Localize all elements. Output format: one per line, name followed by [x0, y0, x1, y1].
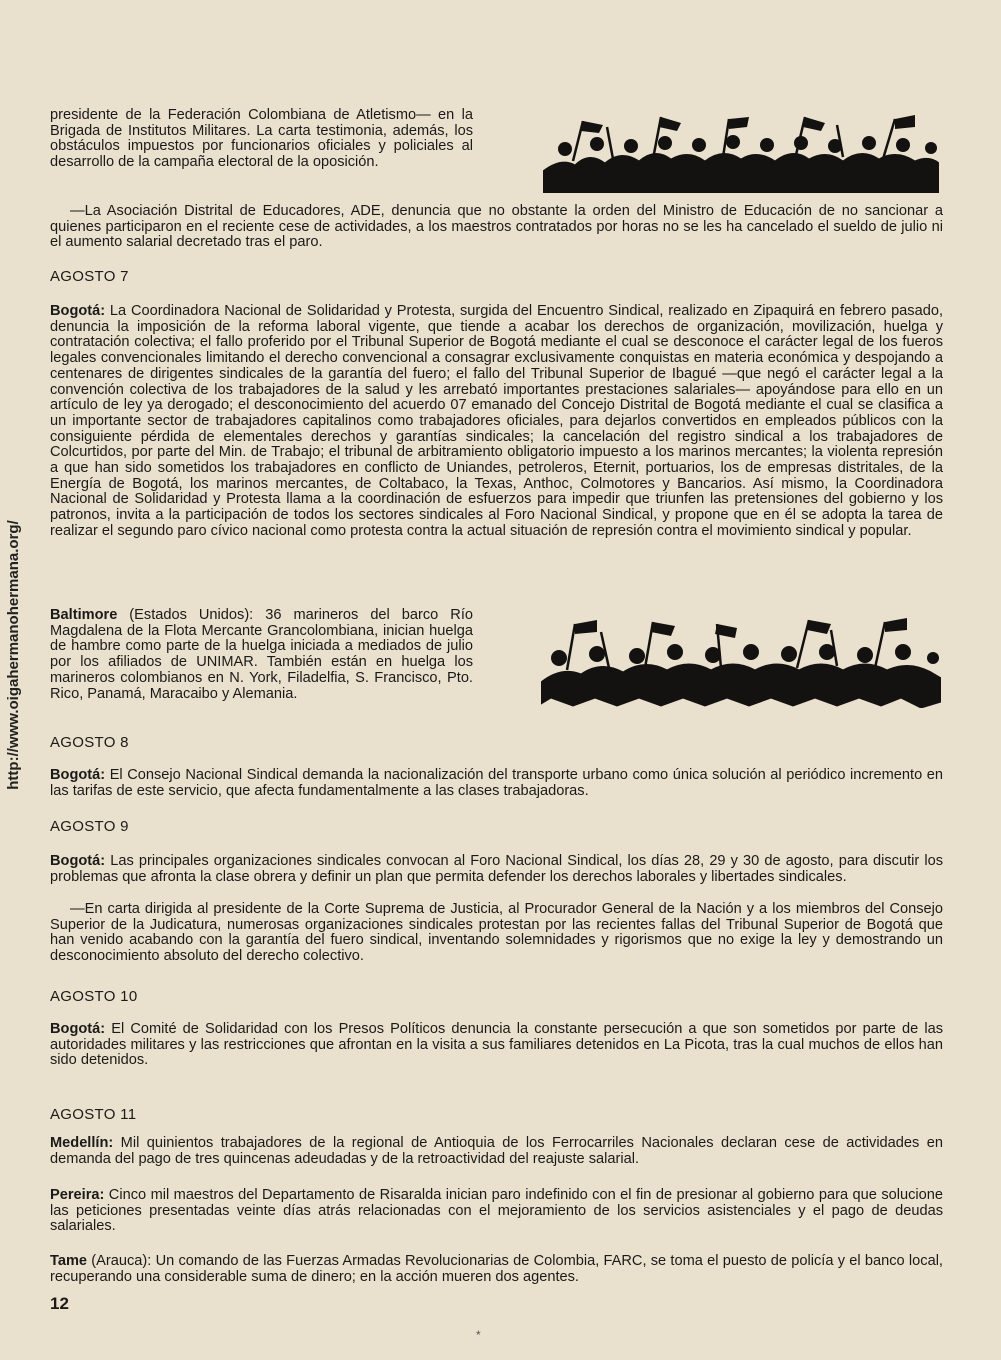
entry-agosto-11-pereira — [50, 1188, 943, 1235]
entry-location: Bogotá: — [50, 1021, 106, 1037]
entry-location: Bogotá: — [50, 767, 106, 783]
entry-agosto-9-carta: —En carta dirigida al presidente de la Corte Suprema de Justicia, al Procurador General de la Nación y a los miembros del Consejo Superior de la Judicatura, numerosas organizaciones sindicales protestan por las recientes fallas del Tribunal Superior de Bogotá que han venido acabando con la garantía del fuero sindical, inventando solemnidades y rigorismos que no exige la ley y demostrando un desconocimiento absoluto del derecho colectivo. — [50, 901, 943, 965]
entry-agosto-10-bogota — [50, 1022, 943, 1069]
entry-location: Pereira: — [50, 1187, 105, 1203]
entry-text: (Estados Unidos): 36 marineros del barco Río Magdalena de la Flota Mercante Grancolombiana, inician huelga de hambre como parte de la huelga iniciada a mediados de julio por los afiliados de UNIMAR. También están en huelga los marineros colombianos en N. York, Filadelfia, S. Francisco, Pto. Rico, Panamá, Maracaibo y Alemania. — [50, 607, 473, 702]
entry-location: Bogotá: — [50, 853, 106, 869]
entry-text: El Consejo Nacional Sindical demanda la nacionalización del transporte urbano como única solución al periódico incremento en las tarifas de este servicio, que afecta fundamentalmente a las clases trabajadoras. — [50, 767, 943, 799]
crowd-silhouette-icon — [541, 618, 941, 708]
footer-mark: * — [476, 1328, 481, 1342]
entry-agosto-7-bogota — [50, 304, 943, 540]
entry-location: Baltimore — [50, 607, 118, 623]
crowd-silhouette-icon — [543, 115, 939, 193]
entry-agosto-11-tame — [50, 1254, 943, 1285]
heading-agosto-7: AGOSTO 7 — [50, 268, 129, 285]
paragraph-continuation: presidente de la Federación Colombiana de Atletismo— en la Brigada de Institutos Militares. La carta testimonia, además, los obstáculos impuestos por funcionarios oficiales y policiales al desarrollo de la campaña electoral de la oposición. — [50, 107, 473, 171]
entry-text: Cinco mil maestros del Departamento de Risaralda inician paro indefinido con el fin de presionar al gobierno para que solucione las peticiones presentadas veinte días atrás relacionadas con el mejoramiento de los servicios asistenciales y el pago de deudas salariales. — [50, 1187, 943, 1235]
heading-agosto-11: AGOSTO 11 — [50, 1106, 137, 1123]
page-number: 12 — [50, 1294, 69, 1313]
paragraph-ade: —La Asociación Distrital de Educadores, ADE, denuncia que no obstante la orden del Ministro de Educación de no sancionar a quienes participaron en el reciente cese de actividades, a los maestros contratados por horas no se les ha cancelado el sueldo de julio ni el aumento salarial decretado tras el paro. — [50, 203, 943, 251]
heading-agosto-9: AGOSTO 9 — [50, 818, 129, 835]
heading-agosto-10: AGOSTO 10 — [50, 988, 138, 1005]
entry-text: Mil quinientos trabajadores de la regional de Antioquia de los Ferrocarriles Nacionales declaran cese de actividades en demanda del pago de tres quincenas adeudadas y de la retroactividad del reajuste salarial. — [50, 1135, 943, 1167]
entry-agosto-8-bogota — [50, 768, 943, 799]
entry-location: Bogotá: — [50, 303, 106, 319]
entry-agosto-7-baltimore — [50, 608, 473, 702]
marching-crowd-illustration-middle — [541, 612, 941, 708]
marching-crowd-illustration-top — [543, 113, 939, 193]
entry-agosto-9-bogota — [50, 854, 943, 885]
entry-text: (Arauca): Un comando de las Fuerzas Armadas Revolucionarias de Colombia, FARC, se toma el puesto de policía y el banco local, recuperando una considerable suma de dinero; en la acción mueren dos agentes. — [50, 1253, 943, 1285]
entry-location: Medellín: — [50, 1135, 114, 1151]
entry-location: Tame — [50, 1253, 88, 1269]
entry-text: Las principales organizaciones sindicales convocan al Foro Nacional Sindical, los días 28, 29 y 30 de agosto, para discutir los problemas que afronta la clase obrera y definir un plan que permita defender los derechos laborales y libertades sindicales. — [50, 853, 943, 885]
entry-text: La Coordinadora Nacional de Solidaridad y Protesta, surgida del Encuentro Sindical, realizado en Zipaquirá en febrero pasado, denuncia la imposición de la reforma laboral vigente, que tiende a acabar los derechos de organización, movilización, huelga y contratación colectiva; el fallo proferido por el Tribunal Superior de Bogotá mediante el cual se desconoce el carácter legal de los fueros legales convencionales limitando el derecho convencional a consagrar exclusivamente conquistas en materia económica y despojando a centenares de dirigentes sindicales de la garantía del fuero; el fallo del Tribunal Superior de Ibagué —que negó el carácter legal a la convención colectiva de los trabajadores de la salud y les arrebató importantes prestaciones salariales— apoyándose para ello en un artículo de ley ya derogado; el desconocimiento del acuerdo 07 emanado del Concejo Distrital de Bogotá mediante el cual se clasifica a un importante sector de trabajadores capitalinos como trabajadores oficiales, para dejarlos convertidos en empleados públicos con la consiguiente pérdida de elementales derechos y garantías sindicales; la cancelación del registro sindical a los trabajadores de Colcurtidos, por parte del Min. de Trabajo; el tribunal de arbitramiento obligatorio impuesto a los marinos mercantes; la violenta represión a que han sido sometidos los trabajadores en conflicto de Uniandes, petroleros, Eternit, portuarios, los de empresas distritales, de la Energía de Bogotá, los marinos mercantes, de Coltabaco, la Texas, Anthoc, Colmotores y Bancarios. Así mismo, la Coordinadora Nacional de Solidaridad y Protesta llama a la coordinación de esfuerzos para impedir que triunfen las pretensiones del gobierno y los patronos, invita a la participación de todos los sectores sindicales al Foro Nacional Sindical, y propone que en él se adopta la tarea de realizar el segundo paro cívico nacional como protesta contra la actual situación de represión contra el movimiento sindical y popular. — [50, 303, 943, 539]
side-url-watermark: http://www.oigahermanohermana.org/ — [5, 520, 22, 790]
heading-agosto-8: AGOSTO 8 — [50, 734, 129, 751]
entry-agosto-11-medellin — [50, 1136, 943, 1167]
entry-text: El Comité de Solidaridad con los Presos Políticos denuncia la constante persecución a que son sometidos por parte de las autoridades militares y las restricciones que afrontan en la visita a sus familiares detenidos en La Picota, tras la cual muchos de ellos han sido detenidos. — [50, 1021, 943, 1069]
